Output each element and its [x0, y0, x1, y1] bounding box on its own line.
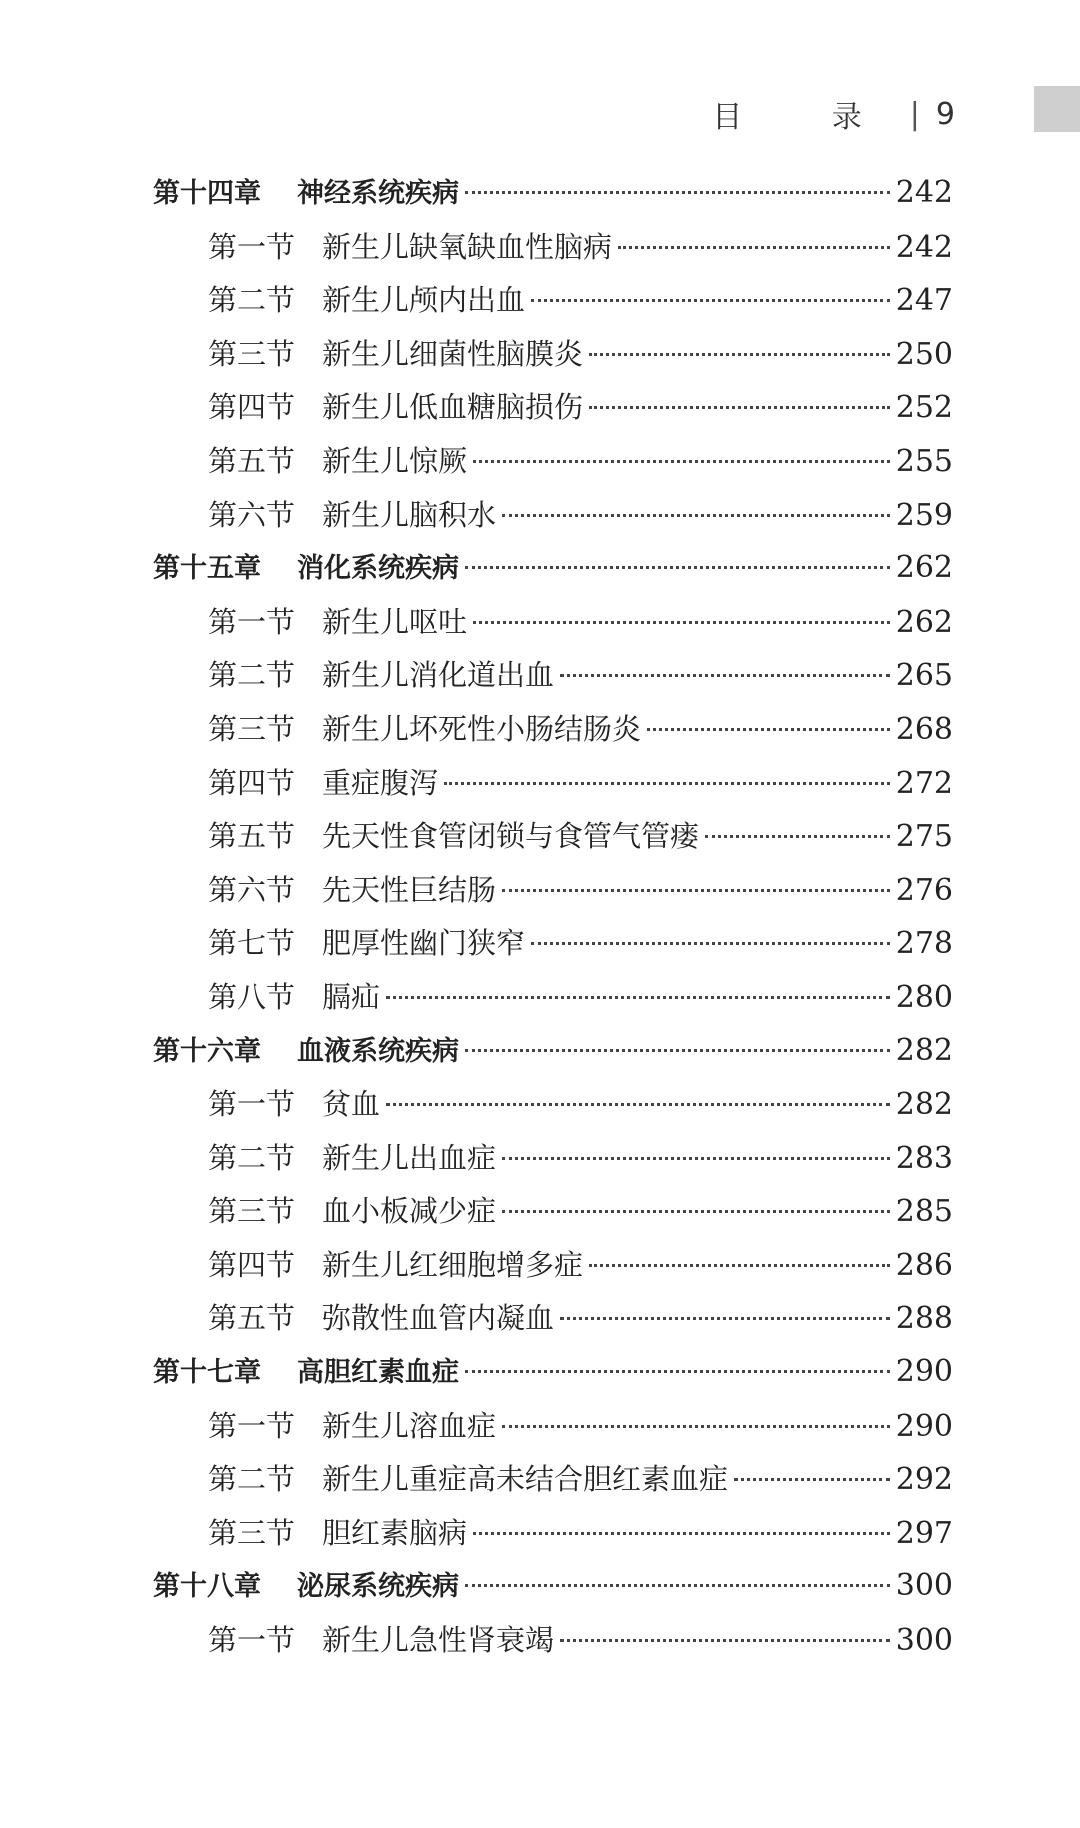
toc-page-number: 288 — [895, 1301, 953, 1337]
section-title: 新生儿急性肾衰竭 — [322, 1623, 555, 1658]
section-title: 重症腹泻 — [322, 765, 439, 800]
section-number: 第五节 — [208, 819, 296, 854]
chapter-number: 第十八章 — [153, 1571, 261, 1603]
toc-page-number: 300 — [895, 1623, 953, 1659]
toc-page-number: 297 — [895, 1515, 953, 1551]
section-number: 第五节 — [208, 443, 296, 478]
dot-leader — [386, 1103, 890, 1106]
table-of-contents — [153, 171, 953, 1672]
chapter-number: 第十四章 — [153, 178, 261, 209]
dot-leader — [465, 1370, 890, 1373]
section-title: 新生儿红细胞增多症 — [322, 1247, 584, 1282]
toc-section-row[interactable] — [153, 814, 953, 868]
section-number: 第二节 — [208, 658, 296, 693]
dot-leader — [465, 1584, 890, 1587]
dot-leader — [502, 514, 890, 517]
toc-chapter-row[interactable] — [153, 1350, 953, 1404]
section-number: 第三节 — [208, 336, 296, 371]
section-number: 第一节 — [208, 1408, 296, 1443]
toc-chapter-row[interactable] — [153, 1029, 953, 1083]
section-number: 第三节 — [208, 1194, 296, 1229]
toc-page-number: 276 — [895, 872, 953, 908]
section-title: 血小板减少症 — [322, 1194, 497, 1229]
toc-page-number: 286 — [895, 1247, 953, 1283]
section-title: 贫血 — [322, 1087, 381, 1122]
dot-leader — [589, 353, 890, 356]
dot-leader — [531, 299, 890, 302]
section-number: 第一节 — [208, 229, 296, 264]
toc-chapter-row[interactable] — [153, 171, 953, 225]
dot-leader — [386, 996, 890, 999]
chapter-title: 神经系统疾病 — [297, 178, 459, 209]
dot-leader — [531, 942, 890, 945]
chapter-number: 第十六章 — [153, 1035, 261, 1067]
toc-section-row[interactable] — [153, 225, 953, 279]
dot-leader — [560, 1317, 890, 1320]
section-title: 新生儿惊厥 — [322, 443, 468, 478]
toc-page-number: 242 — [895, 229, 953, 265]
section-title: 新生儿颅内出血 — [322, 283, 526, 318]
section-title: 新生儿坏死性小肠结肠炎 — [322, 711, 642, 746]
section-title: 膈疝 — [322, 979, 381, 1014]
section-number: 第八节 — [208, 979, 296, 1014]
toc-section-row[interactable] — [153, 1457, 953, 1511]
section-title: 新生儿细菌性脑膜炎 — [322, 336, 584, 371]
dot-leader — [502, 1157, 890, 1160]
chapter-number: 第十五章 — [153, 553, 261, 585]
dot-leader — [473, 621, 890, 624]
page-header — [712, 92, 955, 136]
section-number: 第四节 — [208, 390, 296, 425]
dot-leader — [465, 191, 890, 194]
toc-section-row[interactable] — [153, 707, 953, 761]
section-title: 先天性食管闭锁与食管气管瘘 — [322, 819, 700, 854]
toc-page-number: 290 — [895, 1354, 953, 1390]
dot-leader — [465, 566, 890, 569]
toc-section-row[interactable] — [153, 1082, 953, 1136]
toc-section-row[interactable] — [153, 868, 953, 922]
section-title: 新生儿消化道出血 — [322, 658, 555, 693]
section-number: 第六节 — [208, 497, 296, 532]
toc-page-number: 300 — [895, 1568, 953, 1604]
chapter-number: 第十七章 — [153, 1357, 261, 1389]
toc-section-row[interactable] — [153, 1296, 953, 1350]
dot-leader — [473, 460, 890, 463]
toc-page-number: 275 — [895, 819, 953, 855]
page-number: 9 — [935, 96, 955, 132]
dot-leader — [560, 1639, 890, 1642]
toc-page-number: 290 — [895, 1408, 953, 1444]
toc-page-number: 262 — [895, 604, 953, 640]
toc-page-number: 268 — [895, 711, 953, 747]
dot-leader — [589, 1264, 890, 1267]
toc-page-number: 247 — [895, 283, 953, 319]
section-title: 肥厚性幽门狭窄 — [322, 926, 526, 961]
section-number: 第二节 — [208, 283, 296, 318]
dot-leader — [647, 728, 890, 731]
toc-section-row[interactable] — [153, 1404, 953, 1458]
toc-page-number: 283 — [895, 1140, 953, 1176]
section-number: 第二节 — [208, 1462, 296, 1497]
section-title: 新生儿低血糖脑损伤 — [322, 390, 584, 425]
side-thumb-tab — [1034, 86, 1080, 132]
dot-leader — [502, 889, 890, 892]
dot-leader — [502, 1425, 890, 1428]
dot-leader — [560, 674, 890, 677]
toc-page-number: 262 — [895, 550, 953, 586]
section-title: 新生儿缺氧缺血性脑病 — [322, 229, 613, 264]
dot-leader — [473, 1532, 890, 1535]
chapter-title: 泌尿系统疾病 — [297, 1571, 459, 1603]
toc-section-row[interactable] — [153, 1511, 953, 1565]
section-number: 第六节 — [208, 872, 296, 907]
dot-leader — [502, 1210, 890, 1213]
toc-chapter-row[interactable] — [153, 546, 953, 600]
dot-leader — [734, 1478, 890, 1481]
toc-page-number: 252 — [895, 390, 953, 426]
toc-page-number: 292 — [895, 1462, 953, 1498]
section-title: 胆红素脑病 — [322, 1515, 468, 1550]
chapter-title: 消化系统疾病 — [297, 553, 459, 585]
section-title: 弥散性血管内凝血 — [322, 1301, 555, 1336]
toc-page-number: 255 — [895, 443, 953, 479]
section-number: 第三节 — [208, 1515, 296, 1550]
toc-section-row[interactable] — [153, 493, 953, 547]
toc-section-row[interactable] — [153, 653, 953, 707]
section-title: 新生儿重症高未结合胆红素血症 — [322, 1462, 729, 1497]
section-title: 先天性巨结肠 — [322, 872, 497, 907]
toc-section-row[interactable] — [153, 921, 953, 975]
toc-page-number: 282 — [895, 1032, 953, 1068]
toc-section-row[interactable] — [153, 1136, 953, 1190]
dot-leader — [465, 1049, 890, 1052]
page-title: 目 录 — [712, 100, 902, 135]
toc-section-row[interactable] — [153, 278, 953, 332]
dot-leader — [444, 782, 890, 785]
section-title: 新生儿出血症 — [322, 1140, 497, 1175]
section-number: 第七节 — [208, 926, 296, 961]
toc-section-row[interactable] — [153, 761, 953, 815]
toc-page-number: 250 — [895, 336, 953, 372]
section-number: 第三节 — [208, 711, 296, 746]
section-title: 新生儿脑积水 — [322, 497, 497, 532]
toc-section-row[interactable] — [153, 1618, 953, 1672]
toc-section-row[interactable] — [153, 1243, 953, 1297]
section-number: 第四节 — [208, 765, 296, 800]
section-number: 第五节 — [208, 1301, 296, 1336]
section-title: 新生儿呕吐 — [322, 604, 468, 639]
chapter-title: 血液系统疾病 — [297, 1035, 459, 1067]
toc-page-number: 282 — [895, 1087, 953, 1123]
section-number: 第二节 — [208, 1140, 296, 1175]
section-number: 第一节 — [208, 1087, 296, 1122]
dot-leader — [705, 835, 890, 838]
toc-page-number: 278 — [895, 926, 953, 962]
toc-page-number: 259 — [895, 497, 953, 533]
toc-section-row[interactable] — [153, 1189, 953, 1243]
section-title: 新生儿溶血症 — [322, 1408, 497, 1443]
header-divider: | — [909, 96, 920, 132]
toc-section-row[interactable] — [153, 975, 953, 1029]
chapter-title: 高胆红素血症 — [297, 1357, 459, 1389]
toc-page-number: 242 — [895, 175, 953, 210]
toc-page-number: 280 — [895, 979, 953, 1015]
section-number: 第一节 — [208, 604, 296, 639]
section-number: 第一节 — [208, 1623, 296, 1658]
toc-section-row[interactable] — [153, 600, 953, 654]
dot-leader — [618, 246, 890, 249]
section-number: 第四节 — [208, 1247, 296, 1282]
toc-page-number: 285 — [895, 1194, 953, 1230]
toc-section-row[interactable] — [153, 439, 953, 493]
toc-section-row[interactable] — [153, 332, 953, 386]
toc-page-number: 265 — [895, 658, 953, 694]
dot-leader — [589, 406, 890, 409]
toc-section-row[interactable] — [153, 385, 953, 439]
toc-page-number: 272 — [895, 765, 953, 801]
toc-chapter-row[interactable] — [153, 1564, 953, 1618]
